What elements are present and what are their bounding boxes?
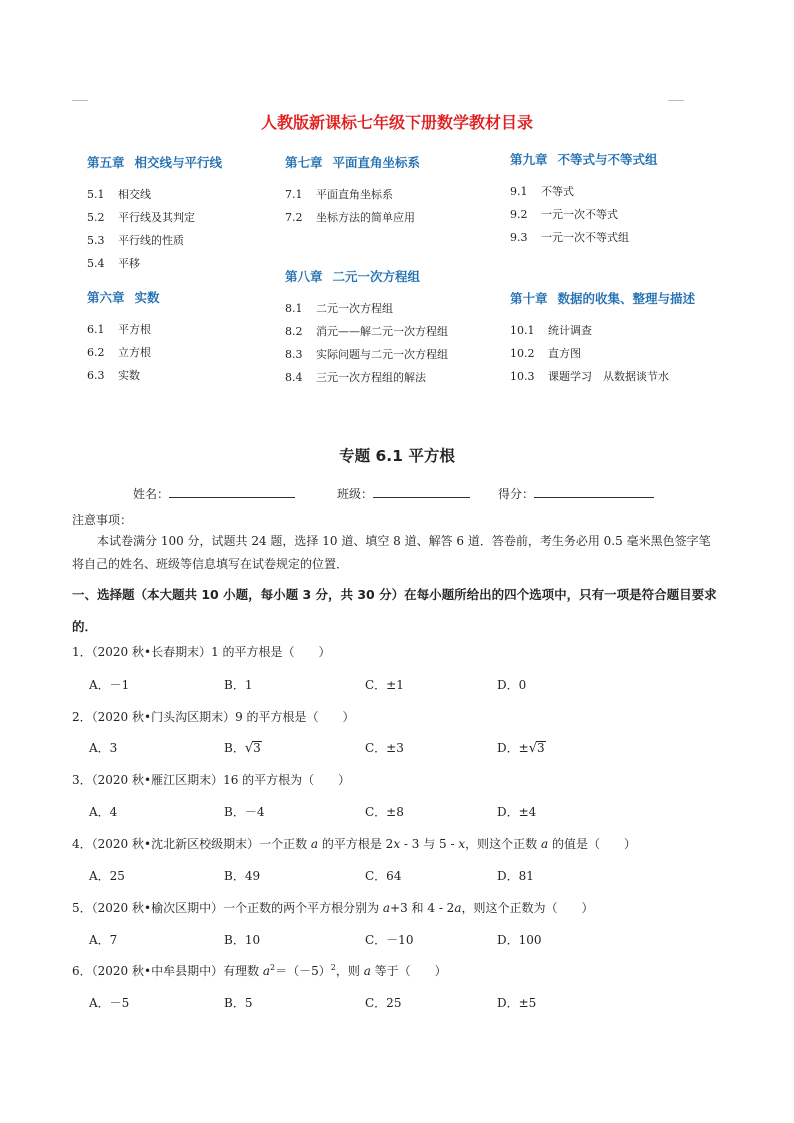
toc-section: 6.2 立方根 <box>87 346 151 359</box>
notice-text: 本试卷满分 100 分，试题共 24 题，选择 10 道、填空 8 道、解答 6 道．答卷前，考生务必用 0.5 毫米黑色签字笔将自己的姓名、班级等信息填写在试卷规定的位置． <box>72 534 711 571</box>
class-label: 班级： <box>337 487 374 501</box>
chapter-title: 数据的收集、整理与描述 <box>557 291 696 306</box>
option-b[interactable]: B．－4 <box>224 805 265 819</box>
option-a[interactable]: A．4 <box>89 805 118 819</box>
toc-column-1b <box>87 288 160 387</box>
chapter-number: 第八章 <box>285 269 323 284</box>
chapter-title: 二元一次方程组 <box>332 269 421 284</box>
chapter-title: 相交线与平行线 <box>134 155 223 170</box>
toc-section: 10.1 统计调查 <box>510 324 592 337</box>
chapter-number: 第十章 <box>510 291 548 306</box>
chapter-heading <box>510 289 695 307</box>
chapter-number: 第七章 <box>285 155 323 170</box>
notice-label: 注意事项： <box>72 513 133 527</box>
chapter-number: 第五章 <box>87 155 125 170</box>
chapter-heading <box>510 150 658 168</box>
option-a[interactable]: A．－1 <box>89 678 130 692</box>
question-stem: 3．（2020 秋•雁江区期末）16 的平方根为（ ） <box>72 773 351 787</box>
option-a[interactable]: A．25 <box>89 869 125 883</box>
score-field <box>498 485 654 502</box>
toc-title: 人教版新课标七年级下册数学教材目录 <box>260 113 533 132</box>
toc-section: 9.1 不等式 <box>510 185 574 198</box>
question-stem: 2．（2020 秋•门头沟区期末）9 的平方根是（ ） <box>72 710 355 724</box>
option-b[interactable]: B．10 <box>224 933 261 947</box>
option-d[interactable]: D．81 <box>497 869 534 883</box>
chapter-heading <box>285 267 448 285</box>
toc-section: 7.2 坐标方法的简单应用 <box>285 211 415 224</box>
name-label: 姓名： <box>133 487 170 501</box>
sqrt-sign: √ <box>244 741 254 756</box>
toc-section: 6.1 平方根 <box>87 323 151 336</box>
question-stem: 5．（2020 秋•榆次区期中）一个正数的两个平方根分别为 a+3 和 4 - 2a，则这个正数为（ ） <box>72 901 594 915</box>
toc-section: 9.3 一元一次不等式组 <box>510 231 629 244</box>
page-title: 专题 6.1 平方根 <box>339 447 455 465</box>
radicand: 3 <box>253 741 261 755</box>
chapter-heading <box>87 288 160 306</box>
chapter-title: 不等式与不等式组 <box>557 152 658 167</box>
toc-section: 5.4 平移 <box>87 257 140 270</box>
option-a[interactable]: A．3 <box>89 741 118 755</box>
question-stem: 6．（2020 秋•中牟县期中）有理数 $a^2=(-5)^2$，则 a 等于（ ） <box>72 963 447 978</box>
toc-column-3b <box>510 289 695 388</box>
option-b[interactable]: B．1 <box>224 678 253 692</box>
crop-mark-right <box>668 100 684 101</box>
toc-section: 8.4 三元一次方程组的解法 <box>285 371 426 384</box>
option-c[interactable]: C．25 <box>365 996 402 1010</box>
toc-column-2 <box>285 153 420 229</box>
score-label: 得分： <box>498 487 535 501</box>
chapter-number: 第九章 <box>510 152 548 167</box>
toc-column-3 <box>510 150 658 249</box>
option-d[interactable]: D．±5 <box>497 996 537 1010</box>
toc-section: 5.3 平行线的性质 <box>87 234 184 247</box>
option-c[interactable]: C．±1 <box>365 678 404 692</box>
crop-mark-left <box>72 100 88 101</box>
toc-section: 10.3 课题学习 从数据谈节水 <box>510 370 669 383</box>
section-heading: 一、选择题（本大题共 10 小题，每小题 3 分，共 30 分）在每小题所给出的四个选项中，只有一项是符合题目要求的． <box>72 587 717 634</box>
toc-section: 8.1 二元一次方程组 <box>285 302 393 315</box>
chapter-heading <box>285 153 420 171</box>
chapter-number: 第六章 <box>87 290 125 305</box>
toc-section: 9.2 一元一次不等式 <box>510 208 618 221</box>
option-a[interactable]: A．7 <box>89 933 118 947</box>
toc-section: 8.3 实际问题与二元一次方程组 <box>285 348 448 361</box>
class-field <box>337 485 470 502</box>
toc-section: 10.2 直方图 <box>510 347 581 360</box>
option-d[interactable]: D．±4 <box>497 805 537 819</box>
toc-section: 6.3 实数 <box>87 369 140 382</box>
toc-section: 5.1 相交线 <box>87 188 151 201</box>
class-blank[interactable] <box>373 485 470 498</box>
sqrt-sign: √ <box>528 741 537 756</box>
toc-section: 8.2 消元——解二元一次方程组 <box>285 325 448 338</box>
option-c[interactable]: C．±3 <box>365 741 404 755</box>
option-c[interactable]: C．－10 <box>365 933 414 947</box>
name-field <box>133 485 295 502</box>
score-blank[interactable] <box>534 485 654 498</box>
option-b[interactable]: B．5 <box>224 996 253 1010</box>
radicand: 3 <box>536 741 545 755</box>
toc-column-1 <box>87 153 222 275</box>
toc-column-2b <box>285 267 448 389</box>
option-d[interactable]: D．100 <box>497 933 542 947</box>
option-a[interactable]: A．－5 <box>89 996 130 1010</box>
question-stem: 4．（2020 秋•沈北新区校级期末）一个正数 a 的平方根是 2x - 3 与 5 - x，则这个正数 a 的值是（ ） <box>72 837 636 851</box>
name-blank[interactable] <box>169 485 295 498</box>
chapter-title: 实数 <box>134 290 160 305</box>
option-c[interactable]: C．±8 <box>365 805 404 819</box>
option-d[interactable]: D．±√3 <box>497 741 545 756</box>
toc-section: 5.2 平行线及其判定 <box>87 211 195 224</box>
option-b[interactable]: B．49 <box>224 869 261 883</box>
option-b[interactable]: B．√3 <box>224 741 261 756</box>
chapter-title: 平面直角坐标系 <box>332 155 421 170</box>
option-c[interactable]: C．64 <box>365 869 402 883</box>
question-stem: 1．（2020 秋•长春期末）1 的平方根是（ ） <box>72 645 331 659</box>
chapter-heading <box>87 153 222 171</box>
toc-section: 7.1 平面直角坐标系 <box>285 188 393 201</box>
option-d[interactable]: D．0 <box>497 678 527 692</box>
